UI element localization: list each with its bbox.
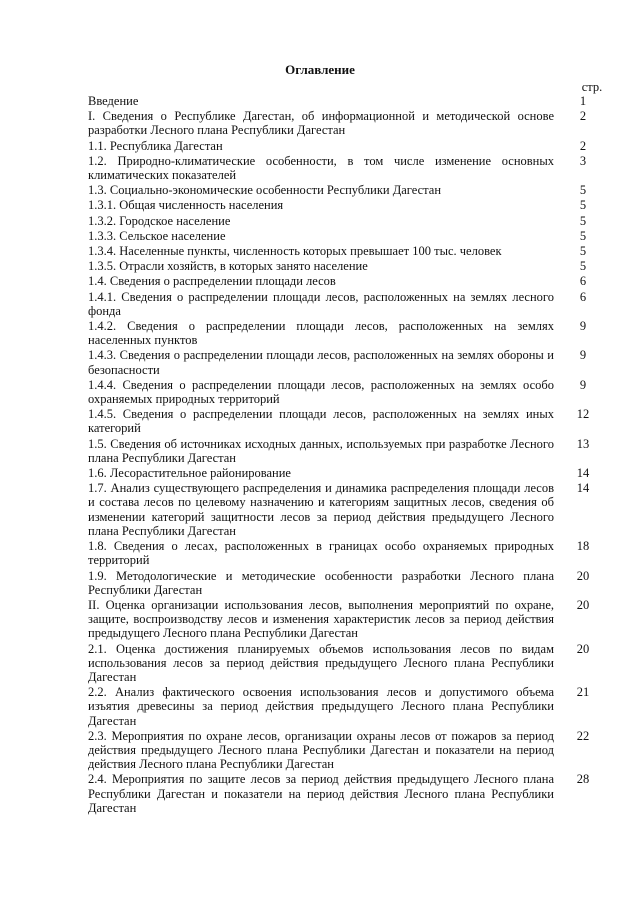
toc-entry [88, 183, 612, 197]
toc-entry-title: 1.4.3. Сведения о распределении площади лесов, расположенных на землях обороны и безопасности [88, 348, 554, 377]
toc-entry-title: 1.4.5. Сведения о распределении площади лесов, расположенных на землях иных категорий [88, 407, 554, 436]
toc-entry-page: 2 [579, 138, 587, 153]
toc-entry [88, 772, 612, 815]
toc-entry [88, 94, 612, 108]
toc-entry [88, 481, 612, 538]
toc-entry-title: 1.3.2. Городское население [88, 213, 231, 228]
toc-entry [88, 198, 612, 212]
toc-entry-page: 28 [576, 772, 590, 787]
document-title: Оглавление [285, 62, 355, 77]
toc-entry-title: 2.4. Мероприятия по защите лесов за период действия предыдущего Лесного плана Республики Дагестан и показатели на период действия Лесного плана Республики Дагестан [88, 772, 554, 815]
toc-entry [88, 259, 612, 273]
toc-entry-title: II. Оценка организации использования лесов, выполнения мероприятий по охране, защите, воспроизводству лесов и изменения характеристик лесов за период действия предыдущего Лесного плана Республики Дагестан [88, 597, 554, 641]
toc-entry-title: 1.3.4. Населенные пункты, численность которых превышает 100 тыс. человек [88, 244, 502, 259]
toc-entry-title: 2.1. Оценка достижения планируемых объемов использования лесов по видам использования лесов за период действия предыдущего Лесного плана Республики Дагестан [88, 641, 554, 684]
toc-entry [88, 274, 612, 288]
toc-entry-page: 22 [576, 728, 590, 743]
toc-entry-title: 1.5. Сведения об источниках исходных данных, используемых при разработке Лесного плана Республики Дагестан [88, 436, 554, 465]
toc-entry [88, 729, 612, 772]
toc-entry-page: 18 [576, 539, 590, 554]
toc-entry-page: 20 [576, 597, 590, 612]
toc-entry-page: 5 [579, 244, 587, 259]
toc-entry-page: 5 [579, 198, 587, 213]
toc-entry [88, 229, 612, 243]
toc-entry-title: 1.3. Социально-экономические особенности Республики Дагестан [88, 183, 442, 198]
toc-entry-title: Введение [88, 94, 139, 108]
toc-entry [88, 139, 612, 153]
toc-entry-page: 20 [576, 568, 590, 583]
toc-entry-title: 1.7. Анализ существующего распределения и динамика распределения площади лесов и состава лесов по целевому назначению и категориям защитных лесов, сведения об изменении категорий защитности лесов за период действия предыдущего Лесного плана Республики Дагестан [88, 481, 554, 538]
toc-entry-page: 2 [579, 109, 587, 124]
toc-entry-title: 1.3.1. Общая численность населения [88, 198, 284, 213]
toc-entry-title: 1.4.2. Сведения о распределении площади лесов, расположенных на землях населенных пунктов [88, 319, 554, 348]
toc-entry-page: 5 [579, 259, 587, 274]
toc-entry [88, 154, 612, 182]
toc-entry-page: 14 [576, 466, 590, 481]
toc-entry-title: 1.6. Лесорастительное районирование [88, 466, 291, 481]
toc-entry [88, 319, 612, 347]
toc-entry-title: 1.2. Природно-климатические особенности, в том числе изменение основных климатических показателей [88, 153, 554, 183]
toc-entry-title: 1.4.1. Сведения о распределении площади лесов, расположенных на землях лесного фонда [88, 289, 554, 318]
toc-entry-page: 6 [579, 289, 587, 304]
toc-entry [88, 244, 612, 258]
toc-entry [88, 539, 612, 567]
toc-entry-page: 5 [579, 183, 587, 198]
toc-entry [88, 642, 612, 685]
toc-entry [88, 214, 612, 228]
toc-entry [88, 109, 612, 137]
toc-entry-title: 2.3. Мероприятия по охране лесов, организации охраны лесов от пожаров за период действия предыдущего Лесного плана Республики Дагестан и показатели на период действия Лесного плана Республики Дагестан [88, 728, 554, 772]
toc-entry [88, 569, 612, 597]
toc-entry-title: 2.2. Анализ фактического освоения использования лесов и допустимого объема изъятия древесины за период действия предыдущего Лесного плана Республики Дагестан [88, 685, 554, 728]
toc-entry-page: 20 [576, 641, 590, 656]
toc-entry-page: 1 [579, 94, 587, 108]
toc-entry-page: 9 [579, 319, 587, 334]
toc-entry-page: 12 [576, 407, 590, 422]
toc-entry-title: 1.3.3. Сельское население [88, 228, 226, 243]
toc-entry [88, 685, 612, 728]
toc-entry-title: 1.3.5. Отрасли хозяйств, в которых занято население [88, 259, 368, 274]
toc-entry [88, 348, 612, 376]
toc-entry-page: 9 [579, 348, 587, 363]
toc-entry-title: I. Сведения о Республике Дагестан, об информационной и методической основе разработки Лесного плана Республики Дагестан [88, 109, 554, 138]
toc-entry-page: 13 [576, 436, 590, 451]
toc-entry-title: 1.9. Методологические и методические особенности разработки Лесного плана Республики Дагестан [88, 568, 554, 597]
toc-entry-page: 5 [579, 228, 587, 243]
toc-entry-title: 1.4.4. Сведения о распределении площади лесов, расположенных на землях особо охраняемых природных территорий [88, 377, 554, 407]
toc-entry-title: 1.8. Сведения о лесах, расположенных в границах особо охраняемых природных территорий [88, 539, 554, 568]
toc-entry-page: 9 [579, 377, 587, 392]
toc-entry [88, 466, 612, 480]
toc-entry-page: 14 [576, 481, 590, 496]
toc-entry [88, 378, 612, 406]
toc-entry-title: 1.4. Сведения о распределении площади лесов [88, 274, 336, 289]
toc-entry [88, 598, 612, 641]
toc-entry-page: 21 [576, 685, 590, 700]
toc-entry-page: 5 [579, 213, 587, 228]
toc-entry [88, 407, 612, 435]
page-column-label: стр. [581, 80, 603, 94]
table-of-contents [88, 94, 612, 815]
toc-entry-title: 1.1. Республика Дагестан [88, 138, 223, 153]
toc-entry-page: 3 [579, 153, 587, 168]
toc-entry [88, 437, 612, 465]
toc-entry [88, 290, 612, 318]
toc-entry-page: 6 [579, 274, 587, 289]
